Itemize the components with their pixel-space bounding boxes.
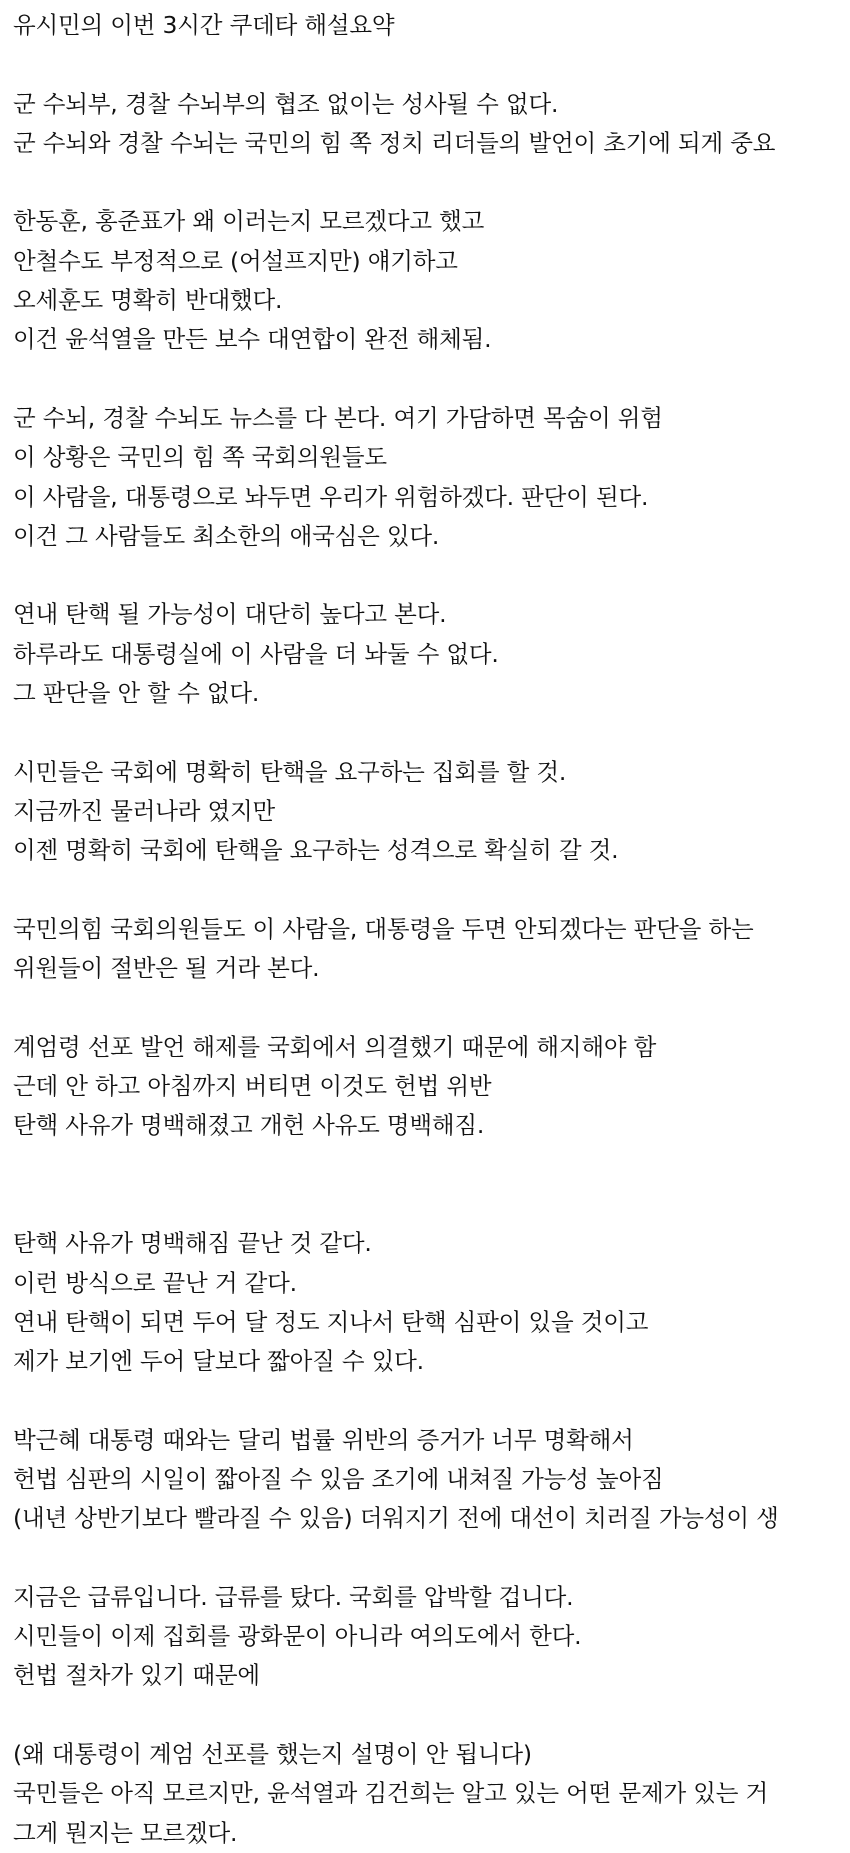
blank-line: [13, 871, 850, 910]
text-line: 유시민의 이번 3시간 쿠데타 해설요약: [13, 11, 395, 39]
text-line: 박근혜 대통령 때와는 달리 법률 위반의 증거가 너무 명확해서: [13, 1425, 634, 1454]
text-line: 국민들은 아직 모르지만, 윤석열과 김건희는 알고 있는 어떤 문제가 있는 거: [13, 1779, 768, 1808]
text-line: 시민들이 이제 집회를 광화문이 아니라 여의도에서 한다.: [13, 1622, 582, 1651]
text-line: 탄핵 사유가 명백해졌고 개헌 사유도 명백해짐.: [13, 1111, 485, 1140]
blank-line: [13, 45, 850, 84]
text-line: 그게 뭔지는 모르겠다.: [13, 1818, 238, 1847]
blank-line: [13, 1381, 850, 1420]
text-line: 군 수뇌, 경찰 수뇌도 뉴스를 다 본다. 여기 가담하면 목숨이 위험: [13, 403, 663, 432]
text-line: 이 사람을, 대통령으로 놔두면 우리가 위험하겠다. 판단이 된다.: [13, 482, 649, 511]
text-line: (왜 대통령이 계엄 선포를 했는지 설명이 안 됩니다): [13, 1740, 532, 1769]
blank-line: [13, 1185, 850, 1224]
text-line: 지금은 급류입니다. 급류를 탔다. 국회를 압박할 겁니다.: [13, 1582, 574, 1611]
text-line: 그 판단을 안 할 수 없다.: [13, 679, 260, 708]
text-line: 군 수뇌와 경찰 수뇌는 국민의 힘 쪽 정치 리더들의 발언이 초기에 되게 중요: [13, 128, 776, 157]
text-line: 위원들이 절반은 될 거라 본다.: [13, 954, 320, 983]
blank-line: [13, 163, 850, 202]
blank-line: [13, 556, 850, 595]
text-line: 이 상황은 국민의 힘 쪽 국회의원들도: [13, 443, 387, 472]
text-line: 계엄령 선포 발언 해제를 국회에서 의결했기 때문에 해지해야 함: [13, 1032, 657, 1061]
text-line: 근데 안 하고 아침까지 버티면 이것도 헌법 위반: [13, 1072, 492, 1101]
text-line: 헌법 절차가 있기 때문에: [13, 1661, 260, 1690]
text-line: 하루라도 대통령실에 이 사람을 더 놔둘 수 없다.: [13, 639, 499, 668]
text-line: 이런 방식으로 끝난 거 같다.: [13, 1268, 297, 1297]
text-line: 이젠 명확히 국회에 탄핵을 요구하는 성격으로 확실히 갈 것.: [13, 836, 619, 865]
text-line: 이건 윤석열을 만든 보수 대연합이 완전 해체됨.: [13, 325, 492, 354]
text-line: 시민들은 국회에 명확히 탄핵을 요구하는 집회를 할 것.: [13, 757, 567, 786]
blank-line: [13, 713, 850, 752]
text-line: (내년 상반기보다 빨라질 수 있음) 더워지기 전에 대선이 치러질 가능성이 생: [13, 1504, 779, 1533]
text-line: 오세훈도 명확히 반대했다.: [13, 286, 283, 315]
document-body: [13, 6, 850, 1853]
blank-line: [13, 988, 850, 1027]
blank-line: [13, 360, 850, 399]
text-line: 연내 탄핵이 되면 두어 달 정도 지나서 탄핵 심판이 있을 것이고: [13, 1307, 649, 1336]
blank-line: [13, 1146, 850, 1185]
text-line: 안철수도 부정적으로 (어설프지만) 얘기하고: [13, 246, 458, 275]
text-line: 헌법 심판의 시일이 짧아질 수 있음 조기에 내쳐질 가능성 높아짐: [13, 1464, 664, 1493]
text-line: 연내 탄핵 될 가능성이 대단히 높다고 본다.: [13, 600, 447, 629]
text-line: 지금까진 물러나라 였지만: [13, 796, 276, 825]
blank-line: [13, 1696, 850, 1735]
blank-line: [13, 1539, 850, 1578]
text-line: 군 수뇌부, 경찰 수뇌부의 협조 없이는 성사될 수 없다.: [13, 89, 559, 118]
text-line: 제가 보기엔 두어 달보다 짧아질 수 있다.: [13, 1347, 424, 1376]
text-line: 이건 그 사람들도 최소한의 애국심은 있다.: [13, 521, 440, 550]
text-line: 탄핵 사유가 명백해짐 끝난 것 같다.: [13, 1229, 372, 1258]
text-line: 국민의힘 국회의원들도 이 사람을, 대통령을 두면 안되겠다는 판단을 하는: [13, 914, 754, 943]
text-line: 한동훈, 홍준표가 왜 이러는지 모르겠다고 했고: [13, 207, 485, 236]
